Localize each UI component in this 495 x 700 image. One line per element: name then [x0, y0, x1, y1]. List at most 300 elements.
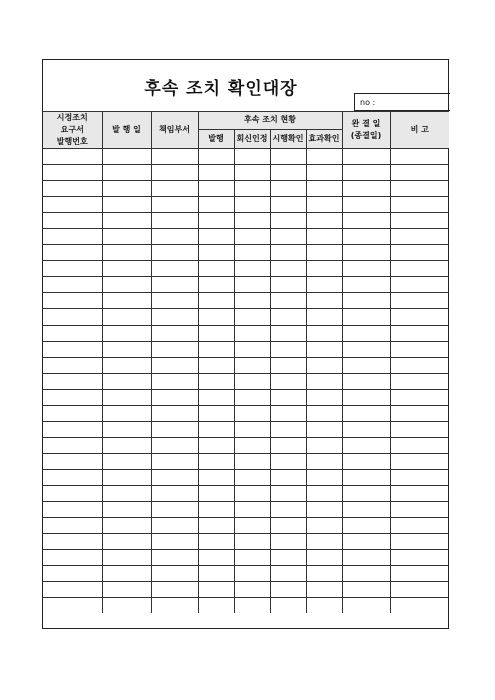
- table-cell[interactable]: [43, 518, 102, 534]
- table-body: [43, 149, 449, 614]
- table-cell[interactable]: [234, 502, 270, 518]
- table-cell[interactable]: [102, 550, 151, 566]
- table-cell[interactable]: [306, 502, 342, 518]
- table-cell[interactable]: [234, 309, 270, 325]
- table-cell[interactable]: [198, 309, 234, 325]
- table-cell[interactable]: [390, 566, 449, 582]
- table-cell[interactable]: [151, 518, 198, 534]
- table-cell[interactable]: [102, 502, 151, 518]
- table-cell[interactable]: [102, 389, 151, 405]
- table-cell[interactable]: [270, 598, 306, 614]
- table-cell[interactable]: [151, 181, 198, 197]
- table-cell[interactable]: [198, 550, 234, 566]
- table-cell[interactable]: [270, 373, 306, 389]
- table-cell[interactable]: [306, 598, 342, 614]
- table-cell[interactable]: [102, 309, 151, 325]
- table-cell[interactable]: [270, 197, 306, 213]
- table-cell[interactable]: [198, 373, 234, 389]
- table-cell[interactable]: [306, 277, 342, 293]
- table-cell[interactable]: [270, 485, 306, 501]
- table-cell[interactable]: [151, 534, 198, 550]
- table-cell[interactable]: [390, 293, 449, 309]
- table-cell[interactable]: [43, 245, 102, 261]
- table-cell[interactable]: [234, 485, 270, 501]
- table-cell[interactable]: [342, 293, 390, 309]
- table-cell[interactable]: [390, 181, 449, 197]
- table-cell[interactable]: [151, 437, 198, 453]
- table-cell[interactable]: [43, 181, 102, 197]
- table-cell[interactable]: [102, 357, 151, 373]
- table-cell[interactable]: [151, 453, 198, 469]
- table-cell[interactable]: [151, 293, 198, 309]
- table-cell[interactable]: [306, 534, 342, 550]
- table-cell[interactable]: [306, 293, 342, 309]
- table-cell[interactable]: [234, 245, 270, 261]
- table-cell[interactable]: [234, 518, 270, 534]
- table-cell[interactable]: [102, 453, 151, 469]
- table-cell[interactable]: [390, 421, 449, 437]
- table-cell[interactable]: [342, 469, 390, 485]
- table-cell[interactable]: [151, 325, 198, 341]
- table-row: [43, 261, 449, 277]
- table-row: [43, 165, 449, 181]
- table-row: [43, 518, 449, 534]
- table-cell[interactable]: [306, 389, 342, 405]
- table-cell[interactable]: [342, 437, 390, 453]
- table-cell[interactable]: [198, 149, 234, 165]
- table-cell[interactable]: [102, 437, 151, 453]
- table-cell[interactable]: [342, 389, 390, 405]
- table-cell[interactable]: [270, 213, 306, 229]
- table-cell[interactable]: [390, 405, 449, 421]
- table-cell[interactable]: [43, 598, 102, 614]
- table-cell[interactable]: [198, 389, 234, 405]
- table-cell[interactable]: [198, 518, 234, 534]
- table-cell[interactable]: [102, 261, 151, 277]
- table-cell[interactable]: [151, 405, 198, 421]
- table-cell[interactable]: [234, 437, 270, 453]
- table-cell[interactable]: [43, 213, 102, 229]
- table-cell[interactable]: [270, 245, 306, 261]
- table-row: [43, 485, 449, 501]
- table-cell[interactable]: [270, 293, 306, 309]
- table-cell[interactable]: [390, 341, 449, 357]
- table-cell[interactable]: [43, 229, 102, 245]
- table-cell[interactable]: [306, 453, 342, 469]
- table-cell[interactable]: [306, 261, 342, 277]
- table-cell[interactable]: [43, 149, 102, 165]
- table-cell[interactable]: [151, 598, 198, 614]
- table-cell[interactable]: [234, 389, 270, 405]
- table-cell[interactable]: [342, 341, 390, 357]
- table-cell[interactable]: [270, 181, 306, 197]
- document-title: 후속 조치 확인대장: [144, 79, 298, 99]
- table-cell[interactable]: [198, 485, 234, 501]
- table-row: [43, 389, 449, 405]
- table-cell[interactable]: [43, 485, 102, 501]
- table-cell[interactable]: [390, 389, 449, 405]
- table-cell[interactable]: [342, 373, 390, 389]
- table-row: [43, 197, 449, 213]
- table-cell[interactable]: [390, 213, 449, 229]
- table-cell[interactable]: [151, 421, 198, 437]
- header-line: (종결일): [350, 131, 382, 140]
- table-cell[interactable]: [342, 149, 390, 165]
- table-cell[interactable]: [234, 453, 270, 469]
- table-cell[interactable]: [102, 566, 151, 582]
- table-cell[interactable]: [270, 534, 306, 550]
- table-row: [43, 181, 449, 197]
- table-cell[interactable]: [102, 197, 151, 213]
- table-cell[interactable]: [43, 373, 102, 389]
- table-cell[interactable]: [390, 165, 449, 181]
- table-cell[interactable]: [198, 245, 234, 261]
- table-cell[interactable]: [270, 437, 306, 453]
- table-cell[interactable]: [151, 373, 198, 389]
- table-cell[interactable]: [198, 181, 234, 197]
- table-cell[interactable]: [151, 582, 198, 598]
- table-row: [43, 293, 449, 309]
- table-cell[interactable]: [102, 229, 151, 245]
- table-cell[interactable]: [198, 469, 234, 485]
- table-cell[interactable]: [234, 229, 270, 245]
- table-cell[interactable]: [151, 277, 198, 293]
- table-cell[interactable]: [270, 309, 306, 325]
- table-cell[interactable]: [306, 485, 342, 501]
- table-cell[interactable]: [198, 357, 234, 373]
- table-cell[interactable]: [234, 405, 270, 421]
- table-cell[interactable]: [102, 213, 151, 229]
- table-cell[interactable]: [43, 293, 102, 309]
- table-row: [43, 502, 449, 518]
- table-cell[interactable]: [234, 197, 270, 213]
- header-corrective-request-number: [43, 112, 102, 149]
- table-cell[interactable]: [342, 502, 390, 518]
- table-cell[interactable]: [390, 598, 449, 614]
- table-cell[interactable]: [390, 582, 449, 598]
- table-cell[interactable]: [270, 566, 306, 582]
- table-cell[interactable]: [198, 341, 234, 357]
- table-cell[interactable]: [234, 181, 270, 197]
- table-cell[interactable]: [270, 341, 306, 357]
- table-cell[interactable]: [102, 165, 151, 181]
- header-line: 완 결 일: [351, 119, 381, 128]
- table-cell[interactable]: [234, 165, 270, 181]
- table-cell[interactable]: [198, 229, 234, 245]
- table-cell[interactable]: [270, 518, 306, 534]
- table-row: [43, 357, 449, 373]
- table-cell[interactable]: [102, 325, 151, 341]
- table-row: [43, 309, 449, 325]
- table-cell[interactable]: [43, 165, 102, 181]
- table-cell[interactable]: [234, 582, 270, 598]
- table-cell[interactable]: [342, 309, 390, 325]
- table-cell[interactable]: [306, 229, 342, 245]
- header-remarks: 비 고: [390, 112, 449, 149]
- subheader-reply-accept: 회신인정: [234, 129, 270, 148]
- table-cell[interactable]: [43, 325, 102, 341]
- table-cell[interactable]: [151, 485, 198, 501]
- table-cell[interactable]: [151, 261, 198, 277]
- table-cell[interactable]: [270, 502, 306, 518]
- table-cell[interactable]: [390, 518, 449, 534]
- table-cell[interactable]: [234, 566, 270, 582]
- table-cell[interactable]: [390, 277, 449, 293]
- table-cell[interactable]: [151, 245, 198, 261]
- table-cell[interactable]: [43, 469, 102, 485]
- table-cell[interactable]: [198, 165, 234, 181]
- table-cell[interactable]: [270, 582, 306, 598]
- table-cell[interactable]: [102, 469, 151, 485]
- table-cell[interactable]: [151, 165, 198, 181]
- table-cell[interactable]: [102, 534, 151, 550]
- table-row: [43, 149, 449, 165]
- table-row: [43, 277, 449, 293]
- table-cell[interactable]: [234, 373, 270, 389]
- table-cell[interactable]: [390, 309, 449, 325]
- table-row: [43, 582, 449, 598]
- table-cell[interactable]: [306, 469, 342, 485]
- table-cell[interactable]: [390, 550, 449, 566]
- table-cell[interactable]: [390, 229, 449, 245]
- table-cell[interactable]: [390, 469, 449, 485]
- table-cell[interactable]: [43, 309, 102, 325]
- table-cell[interactable]: [151, 229, 198, 245]
- table-cell[interactable]: [270, 229, 306, 245]
- table-cell[interactable]: [306, 357, 342, 373]
- table-cell[interactable]: [342, 405, 390, 421]
- table-cell[interactable]: [342, 165, 390, 181]
- table-row: [43, 534, 449, 550]
- subheader-issue: 발행: [198, 129, 234, 148]
- table-cell[interactable]: [234, 341, 270, 357]
- table-cell[interactable]: [306, 149, 342, 165]
- table-cell[interactable]: [306, 582, 342, 598]
- document-frame: [42, 59, 449, 629]
- table-cell[interactable]: [306, 518, 342, 534]
- table-cell[interactable]: [390, 197, 449, 213]
- table-cell[interactable]: [306, 550, 342, 566]
- table-cell[interactable]: [342, 277, 390, 293]
- table-cell[interactable]: [306, 213, 342, 229]
- table-cell[interactable]: [342, 518, 390, 534]
- table-cell[interactable]: [306, 437, 342, 453]
- table-cell[interactable]: [270, 405, 306, 421]
- table-cell[interactable]: [306, 181, 342, 197]
- table-cell[interactable]: [234, 598, 270, 614]
- table-cell[interactable]: [390, 534, 449, 550]
- table-row: [43, 229, 449, 245]
- table-row: [43, 566, 449, 582]
- table-cell[interactable]: [151, 341, 198, 357]
- table-cell[interactable]: [306, 373, 342, 389]
- table-cell[interactable]: [43, 502, 102, 518]
- table-cell[interactable]: [390, 502, 449, 518]
- header-followup-status: 후속 조치 현황: [198, 112, 342, 130]
- table-cell[interactable]: [43, 389, 102, 405]
- table-cell[interactable]: [43, 197, 102, 213]
- table-cell[interactable]: [306, 165, 342, 181]
- table-cell[interactable]: [234, 261, 270, 277]
- table-cell[interactable]: [198, 437, 234, 453]
- subheader-effectiveness-check: 효과확인: [306, 129, 342, 148]
- table-cell[interactable]: [306, 421, 342, 437]
- table-cell[interactable]: [102, 373, 151, 389]
- table-cell[interactable]: [151, 213, 198, 229]
- table-cell[interactable]: [102, 598, 151, 614]
- table-cell[interactable]: [306, 309, 342, 325]
- table-cell[interactable]: [390, 245, 449, 261]
- table-cell[interactable]: [151, 502, 198, 518]
- table-cell[interactable]: [270, 149, 306, 165]
- table-cell[interactable]: [102, 485, 151, 501]
- table-cell[interactable]: [390, 325, 449, 341]
- table-cell[interactable]: [390, 261, 449, 277]
- table-cell[interactable]: [270, 261, 306, 277]
- table-cell[interactable]: [43, 550, 102, 566]
- subheader-implementation-check: 시행확인: [270, 129, 306, 148]
- table-cell[interactable]: [151, 197, 198, 213]
- table-row: [43, 405, 449, 421]
- table-cell[interactable]: [342, 453, 390, 469]
- table-cell[interactable]: [342, 213, 390, 229]
- table-cell[interactable]: [102, 582, 151, 598]
- table-cell[interactable]: [198, 453, 234, 469]
- table-cell[interactable]: [234, 534, 270, 550]
- table-cell[interactable]: [198, 598, 234, 614]
- table-cell[interactable]: [102, 518, 151, 534]
- number-box[interactable]: [354, 93, 450, 111]
- table-cell[interactable]: [342, 325, 390, 341]
- table-cell[interactable]: [306, 405, 342, 421]
- table-cell[interactable]: [234, 293, 270, 309]
- table-cell[interactable]: [306, 341, 342, 357]
- table-cell[interactable]: [234, 469, 270, 485]
- table-cell[interactable]: [390, 437, 449, 453]
- table-cell[interactable]: [342, 261, 390, 277]
- table-cell[interactable]: [342, 582, 390, 598]
- table-cell[interactable]: [306, 245, 342, 261]
- table-cell[interactable]: [306, 197, 342, 213]
- table-cell[interactable]: [270, 469, 306, 485]
- table-cell[interactable]: [151, 550, 198, 566]
- table-cell[interactable]: [342, 357, 390, 373]
- table-cell[interactable]: [270, 277, 306, 293]
- table-row: [43, 598, 449, 614]
- table-row: [43, 373, 449, 389]
- table-cell[interactable]: [151, 309, 198, 325]
- table-cell[interactable]: [390, 357, 449, 373]
- table-cell[interactable]: [342, 421, 390, 437]
- table-cell[interactable]: [102, 149, 151, 165]
- table-row: [43, 550, 449, 566]
- table-cell[interactable]: [102, 405, 151, 421]
- header-line: 발행번호: [56, 137, 88, 146]
- table-cell[interactable]: [43, 261, 102, 277]
- table-cell[interactable]: [102, 341, 151, 357]
- table-cell[interactable]: [198, 405, 234, 421]
- table-cell[interactable]: [151, 357, 198, 373]
- table-cell[interactable]: [198, 293, 234, 309]
- table-cell[interactable]: [270, 550, 306, 566]
- table-cell[interactable]: [342, 534, 390, 550]
- table-cell[interactable]: [198, 502, 234, 518]
- table-cell[interactable]: [234, 357, 270, 373]
- table-cell[interactable]: [198, 421, 234, 437]
- table-cell[interactable]: [198, 261, 234, 277]
- table-cell[interactable]: [198, 213, 234, 229]
- table-cell[interactable]: [151, 469, 198, 485]
- table-cell[interactable]: [342, 245, 390, 261]
- table-cell[interactable]: [198, 566, 234, 582]
- table-cell[interactable]: [198, 277, 234, 293]
- table-cell[interactable]: [43, 341, 102, 357]
- table-cell[interactable]: [151, 389, 198, 405]
- table-cell[interactable]: [270, 389, 306, 405]
- table-cell[interactable]: [306, 566, 342, 582]
- header-line: 요구서: [60, 125, 84, 134]
- table-cell[interactable]: [270, 357, 306, 373]
- table-cell[interactable]: [198, 197, 234, 213]
- table-cell[interactable]: [43, 421, 102, 437]
- table-cell[interactable]: [342, 598, 390, 614]
- table-cell[interactable]: [102, 245, 151, 261]
- table-cell[interactable]: [102, 293, 151, 309]
- table-cell[interactable]: [234, 149, 270, 165]
- table-cell[interactable]: [390, 485, 449, 501]
- table-cell[interactable]: [198, 325, 234, 341]
- table-cell[interactable]: [270, 421, 306, 437]
- table-cell[interactable]: [43, 534, 102, 550]
- table-cell[interactable]: [306, 325, 342, 341]
- table-cell[interactable]: [390, 453, 449, 469]
- table-cell[interactable]: [198, 582, 234, 598]
- table-cell[interactable]: [270, 325, 306, 341]
- table-cell[interactable]: [102, 277, 151, 293]
- table-cell[interactable]: [342, 181, 390, 197]
- table-cell[interactable]: [43, 405, 102, 421]
- table-cell[interactable]: [151, 566, 198, 582]
- table-cell[interactable]: [390, 373, 449, 389]
- table-cell[interactable]: [342, 566, 390, 582]
- table-cell[interactable]: [43, 437, 102, 453]
- table-row: [43, 421, 449, 437]
- table-cell[interactable]: [270, 453, 306, 469]
- table-cell[interactable]: [270, 165, 306, 181]
- table-cell[interactable]: [342, 485, 390, 501]
- table-cell[interactable]: [43, 453, 102, 469]
- table-cell[interactable]: [234, 550, 270, 566]
- table-cell[interactable]: [234, 325, 270, 341]
- table-cell[interactable]: [198, 534, 234, 550]
- table-cell[interactable]: [234, 421, 270, 437]
- table-cell[interactable]: [102, 181, 151, 197]
- table-cell[interactable]: [43, 357, 102, 373]
- table-cell[interactable]: [102, 421, 151, 437]
- table-row: [43, 245, 449, 261]
- table-cell[interactable]: [43, 566, 102, 582]
- table-cell[interactable]: [342, 550, 390, 566]
- table-cell[interactable]: [43, 582, 102, 598]
- table-cell[interactable]: [390, 149, 449, 165]
- table-cell[interactable]: [342, 197, 390, 213]
- table-cell[interactable]: [234, 213, 270, 229]
- table-row: [43, 341, 449, 357]
- table-cell[interactable]: [342, 229, 390, 245]
- table-cell[interactable]: [234, 277, 270, 293]
- table-cell[interactable]: [43, 277, 102, 293]
- table-cell[interactable]: [151, 149, 198, 165]
